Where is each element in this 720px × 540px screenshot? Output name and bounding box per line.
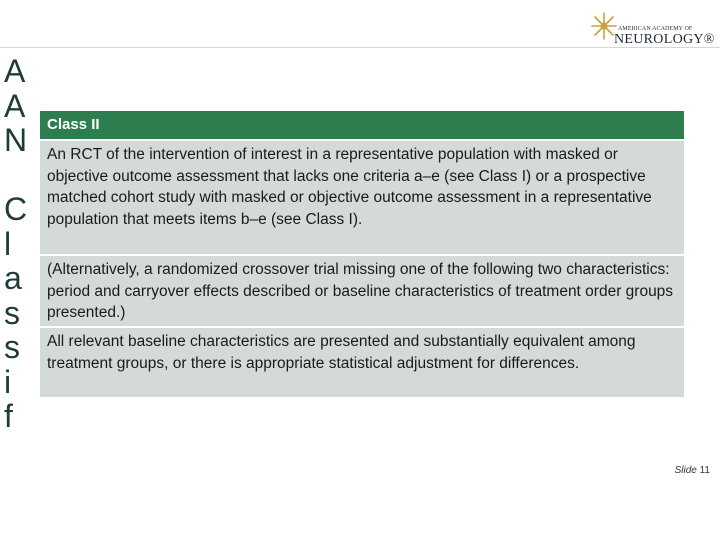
title-letter: f bbox=[4, 398, 13, 434]
title-letter: i bbox=[4, 363, 12, 400]
logo-text-line2: NEUROLOGY® bbox=[614, 32, 715, 47]
slide-number-value: 11 bbox=[699, 465, 710, 476]
title-letter: N bbox=[4, 122, 28, 158]
table-row: An RCT of the intervention of interest in a representative population with masked or objective outcome assessment that lacks one criteria a–e (see Class I) or a prospective matched cohort study with masked or objective outcome assessment in a representative population that meets items b–e (see Class I). bbox=[40, 139, 684, 254]
aan-logo bbox=[590, 10, 715, 50]
title-letter: A bbox=[4, 53, 26, 89]
classification-table bbox=[40, 111, 684, 397]
vertical-title bbox=[4, 54, 38, 434]
title-letter: s bbox=[4, 329, 20, 365]
title-letter-gap bbox=[4, 158, 38, 193]
table-row: (Alternatively, a randomized crossover trial missing one of the following two characteristics: period and carryover effects described or baseline characteristics of treatment order groups presented.) bbox=[40, 254, 684, 326]
title-letter: A bbox=[4, 87, 26, 124]
table-row: All relevant baseline characteristics are presented and substantially equivalent among treatment groups, or there is appropriate statistical adjustment for differences. bbox=[40, 326, 684, 397]
slide-label: Slide bbox=[674, 465, 697, 476]
title-letter: a bbox=[4, 260, 22, 296]
title-letter: l bbox=[4, 225, 12, 262]
title-letter: C bbox=[4, 191, 28, 227]
logo-text-line1: AMERICAN ACADEMY OF bbox=[618, 26, 693, 32]
slide-number bbox=[675, 465, 710, 476]
title-letter: s bbox=[4, 294, 20, 331]
table-header: Class II bbox=[40, 111, 684, 139]
